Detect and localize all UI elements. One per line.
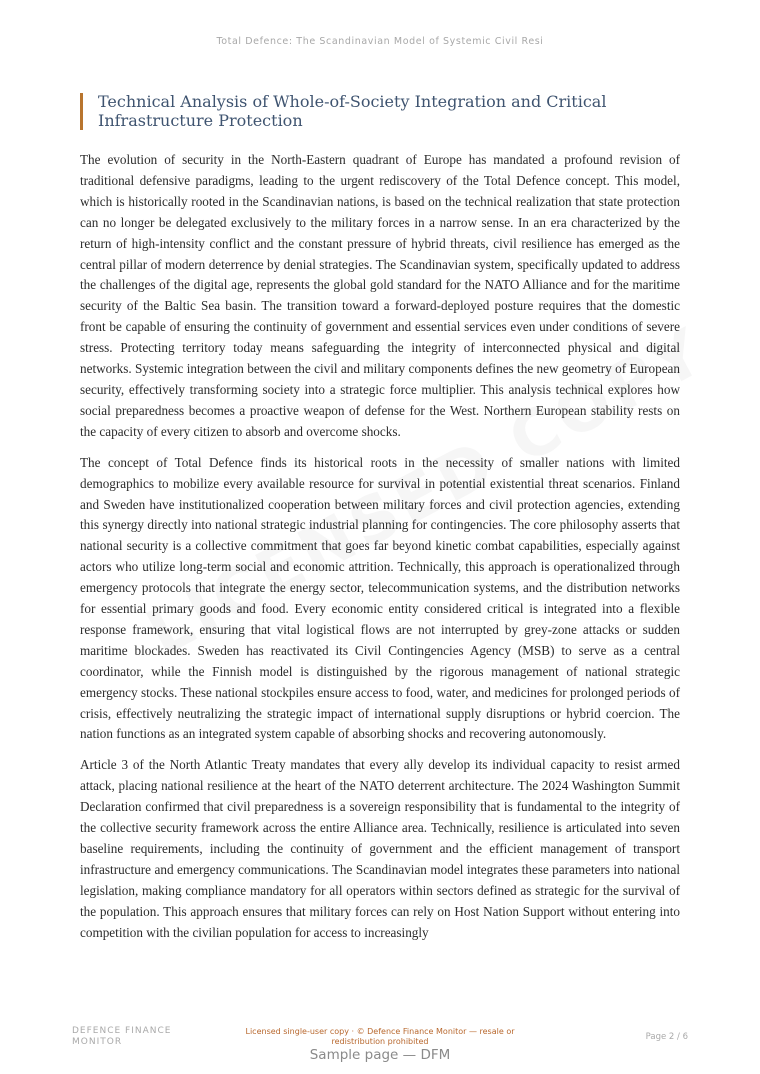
footer-license-notice: Licensed single-user copy · © Defence Finance Monitor — resale or redistribution prohibited xyxy=(245,1027,515,1046)
paragraph: The concept of Total Defence finds its historical roots in the necessity of smaller nations with limited demographics to mobilize every available resource for survival in potential existential threat scenarios. Finland and Sweden have institutionalized cooperation between military forces and civil protection agencies, extending this synergy directly into national strategic industrial planning for contingencies. The core philosophy asserts that national security is a collective commitment that goes far beyond kinetic combat capabilities, especially against actors who utilize long-term social and economic attrition. Technically, this approach is operationalized through emergency protocols that integrate the energy sector, telecommunication systems, and the distribution networks for essential primary goods and food. Every economic entity considered critical is integrated into a flexible response framework, ensuring that vital logistical flows are not interrupted by grey-zone attacks or sudden maritime blockades. Sweden has reactivated its Civil Contingencies Agency (MSB) to serve as a central coordinator, while the Finnish model is distinguished by the rigorous management of national strategic emergency stocks. These national stockpiles ensure access to food, water, and medicines for prolonged periods of crisis, effectively neutralizing the strategic impact of international supply disruptions or hybrid coercion. The nation functions as an integrated system capable of absorbing shocks and recovering autonomously. xyxy=(80,454,680,742)
section-title: Technical Analysis of Whole-of-Society Integration and Critical Infrastructure Protection xyxy=(80,93,658,130)
running-header: Total Defence: The Scandinavian Model of Systemic Civil Resi xyxy=(216,36,544,47)
paragraph: The evolution of security in the North-Eastern quadrant of Europe has mandated a profound revision of traditional defensive paradigms, leading to the urgent rediscovery of the Total Defence concept. This model, which is historically rooted in the Scandinavian nations, is based on the technical realization that state protection can no longer be delegated exclusively to the military forces in a narrow sense. In an era characterized by the return of high-intensity conflict and the constant pressure of hybrid threats, civil resilience has emerged as the central pillar of modern deterrence by denial strategies. The Scandinavian system, specifically updated to address the challenges of the digital age, represents the global gold standard for the NATO Alliance and for the maritime security of the Baltic Sea basin. The transition toward a forward-deployed posture requires that the domestic front be capable of ensuring the continuity of government and essential services even under conditions of severe stress. Protecting territory today means safeguarding the integrity of interconnected physical and digital networks. Systemic integration between the civil and military components defines the new geometry of European security, effectively transforming society into a strategic force multiplier. This analysis technical explores how social preparedness becomes a proactive weapon of defense for the West. Northern European stability rests on the capacity of every citizen to absorb and overcome shocks. xyxy=(80,152,680,439)
footer-page-number: Page 2 / 6 xyxy=(645,1032,688,1042)
sample-page-label: Sample page — DFM xyxy=(309,1047,451,1063)
body-text xyxy=(80,150,680,954)
paragraph: Article 3 of the North Atlantic Treaty mandates that every ally develop its individual capacity to resist armed attack, placing national resilience at the heart of the NATO deterrent architecture. The 2024 Washington Summit Declaration confirmed that civil preparedness is a sovereign responsibility that is fundamental to the integrity of the collective security framework across the entire Alliance area. Technically, resilience is articulated into seven baseline requirements, including the continuity of government and the efficient management of transport infrastructure and emergency communications. The Scandinavian model integrates these parameters into national legislation, making compliance mandatory for all operators within sectors defined as strategic for the survival of the population. This approach ensures that military forces can rely on Host Nation Support without entering into competition with the civilian population for access to increasingly xyxy=(80,757,680,940)
footer-publisher: DEFENCE FINANCE MONITOR xyxy=(72,1026,172,1047)
